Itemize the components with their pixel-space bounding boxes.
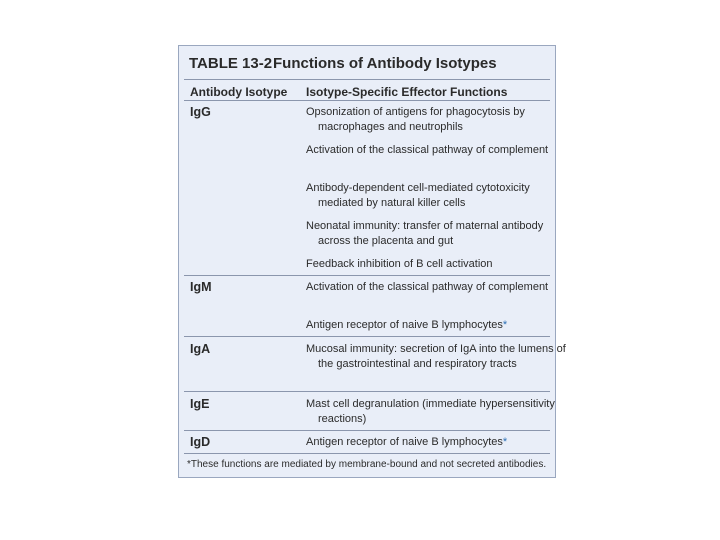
title-divider	[184, 79, 550, 80]
row-divider	[184, 430, 550, 431]
table-footnote: *These functions are mediated by membrane-bound and not secreted antibodies.	[187, 459, 547, 470]
function-cell	[306, 435, 566, 450]
antibody-isotypes-table	[178, 45, 566, 478]
row-divider	[184, 275, 550, 276]
isotype-cell: IgD	[190, 435, 211, 449]
isotype-cell: IgA	[190, 342, 211, 356]
function-cell: Opsonization of antigens for phagocytosis by macrophages and neutrophils	[306, 106, 525, 133]
column-header-functions: Isotype-Specific Effector Functions	[306, 85, 508, 99]
asterisk-marker: *	[502, 436, 508, 448]
function-cell: Feedback inhibition of B cell activation	[306, 258, 493, 270]
column-header-isotype: Antibody Isotype	[190, 85, 288, 99]
function-cell: Neonatal immunity: transfer of maternal antibody across the placenta and gut	[306, 220, 544, 247]
isotype-cell: IgG	[190, 105, 211, 119]
function-text: Antigen receptor of naive B lymphocytes	[306, 436, 503, 448]
function-cell: Mast cell degranulation (immediate hypersensitivity reactions)	[306, 398, 555, 425]
header-divider	[184, 100, 550, 101]
table-title	[189, 55, 497, 72]
function-cell	[306, 318, 566, 333]
footnote-divider	[184, 453, 550, 454]
function-cell: Activation of the classical pathway of complement	[306, 144, 549, 156]
function-text: Antigen receptor of naive B lymphocytes	[306, 319, 503, 331]
isotype-cell: IgE	[190, 397, 210, 411]
asterisk-marker: *	[502, 319, 508, 331]
function-cell: Activation of the classical pathway of complement	[306, 281, 549, 293]
row-divider	[184, 336, 550, 337]
row-divider	[184, 391, 550, 392]
function-cell: Antibody-dependent cell-mediated cytotoxicity mediated by natural killer cells	[306, 182, 530, 209]
function-cell: Mucosal immunity: secretion of IgA into the lumens of the gastrointestinal and respiratory tracts	[306, 343, 566, 370]
isotype-cell: IgM	[190, 280, 212, 294]
table-number: TABLE 13-2	[189, 55, 273, 72]
table-title-text: Functions of Antibody Isotypes	[273, 55, 497, 72]
